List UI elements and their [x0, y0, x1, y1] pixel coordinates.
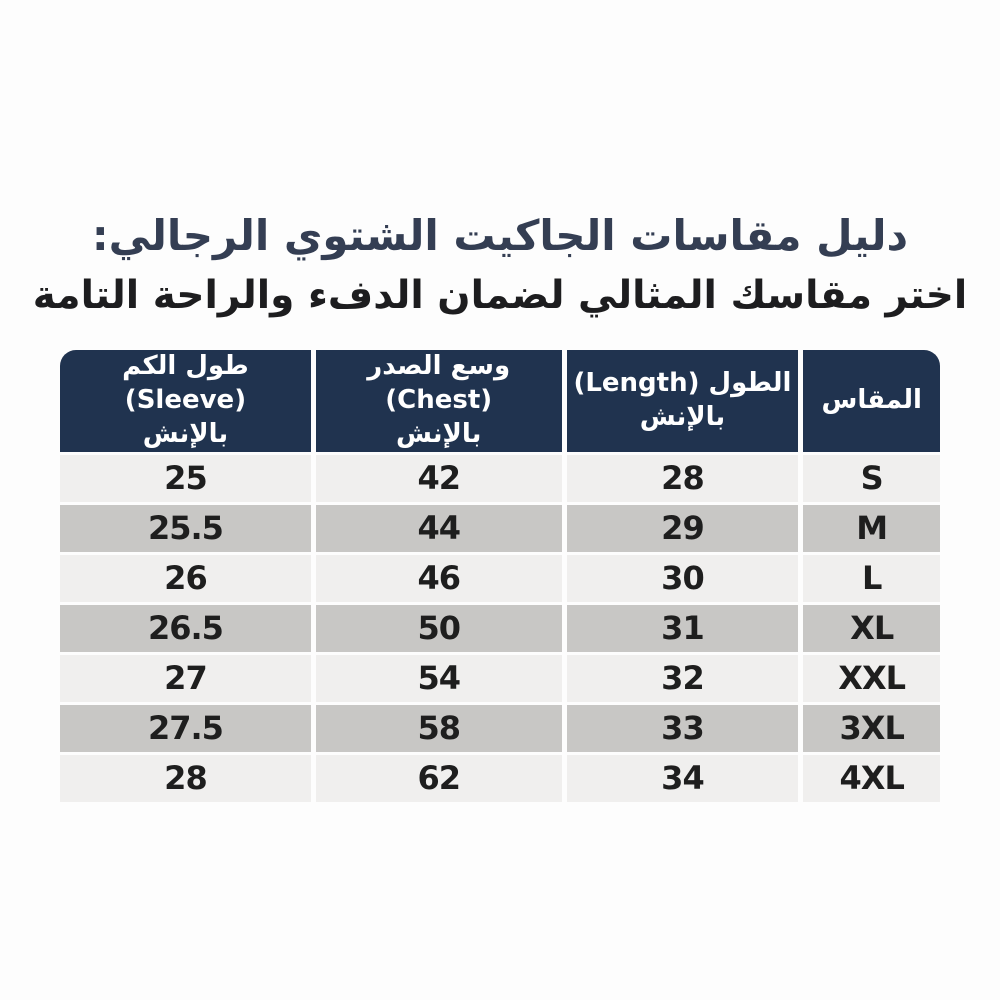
- cell-chest-M: 44: [316, 505, 562, 552]
- header-unit-chest: بالإنش: [396, 418, 482, 449]
- header-label-size: المقاس: [821, 384, 922, 415]
- table-row-L: [60, 555, 940, 602]
- table-row-4XL: [60, 755, 940, 802]
- header-cell-size: [803, 350, 940, 451]
- cell-size-XXL: XXL: [803, 655, 940, 702]
- cell-length-XL: 31: [567, 605, 799, 652]
- cell-sleeve-4XL: 28: [60, 755, 311, 802]
- cell-size-XL: XL: [803, 605, 940, 652]
- cell-chest-S: 42: [316, 455, 562, 502]
- header-label-chest: وسع الصدر (Chest): [367, 351, 511, 415]
- cell-size-M: M: [803, 505, 940, 552]
- page-title: دليل مقاسات الجاكيت الشتوي الرجالي:: [91, 211, 909, 260]
- cell-size-4XL: 4XL: [803, 755, 940, 802]
- table-row-3XL: [60, 705, 940, 752]
- cell-sleeve-XXL: 27: [60, 655, 311, 702]
- header-label-sleeve: طول الكم (Sleeve): [122, 351, 249, 415]
- cell-length-3XL: 33: [567, 705, 799, 752]
- cell-length-XXL: 32: [567, 655, 799, 702]
- cell-length-S: 28: [567, 455, 799, 502]
- header-unit-sleeve: بالإنش: [142, 418, 229, 449]
- size-table-body: [60, 455, 940, 802]
- table-row-S: [60, 455, 940, 502]
- table-row-XL: [60, 605, 940, 652]
- table-row-M: [60, 505, 940, 552]
- header-label-length: الطول (Length): [573, 368, 792, 399]
- cell-size-S: S: [803, 455, 940, 502]
- cell-chest-L: 46: [316, 555, 562, 602]
- cell-length-4XL: 34: [567, 755, 799, 802]
- cell-sleeve-3XL: 27.5: [60, 705, 311, 752]
- cell-size-L: L: [803, 555, 940, 602]
- header-cell-sleeve: [60, 350, 311, 451]
- cell-chest-4XL: 62: [316, 755, 562, 802]
- size-table: [55, 347, 945, 804]
- cell-sleeve-XL: 26.5: [60, 605, 311, 652]
- cell-chest-3XL: 58: [316, 705, 562, 752]
- page-subtitle: اختر مقاسك المثالي لضمان الدفء والراحة التامة: [32, 272, 968, 318]
- cell-sleeve-M: 25.5: [60, 505, 311, 552]
- table-row-XXL: [60, 655, 940, 702]
- cell-length-L: 30: [567, 555, 799, 602]
- size-table-header-row: [60, 350, 940, 451]
- header-unit-length: بالإنش: [639, 401, 726, 432]
- cell-sleeve-L: 26: [60, 555, 311, 602]
- cell-chest-XXL: 54: [316, 655, 562, 702]
- header-cell-length: [567, 350, 799, 451]
- cell-sleeve-S: 25: [60, 455, 311, 502]
- cell-length-M: 29: [567, 505, 799, 552]
- cell-size-3XL: 3XL: [803, 705, 940, 752]
- cell-chest-XL: 50: [316, 605, 562, 652]
- header-cell-chest: [316, 350, 562, 451]
